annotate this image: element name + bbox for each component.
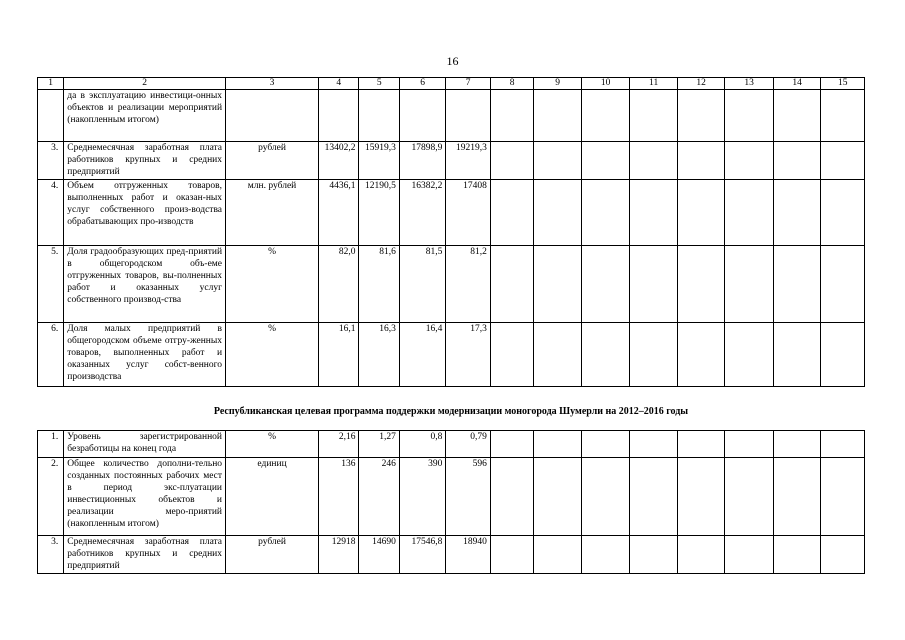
table-row [38,90,865,142]
value-col-5: 12190,5 [359,180,399,246]
empty-cell [821,323,865,387]
table-row [38,246,865,323]
page-number: 16 [446,54,459,68]
column-number: 9 [534,78,582,90]
empty-cell [725,246,774,323]
value-col-6: 390 [399,458,446,536]
empty-cell [677,90,725,142]
section-title: Республиканская целевая программа поддержки модернизации моногорода Шумерли на 2012–2016 годы [213,406,689,417]
empty-cell [677,142,725,180]
empty-cell [773,458,821,536]
row-number: 3. [38,536,64,574]
column-number: 5 [359,78,399,90]
empty-cell [821,90,865,142]
row-number: 2. [38,458,64,536]
unit-cell: млн. рублей [226,180,319,246]
value-col-4: 12918 [319,536,359,574]
indicators-table-1 [37,77,865,387]
empty-cell [490,458,533,536]
value-col-4 [319,90,359,142]
empty-cell [581,458,630,536]
empty-cell [490,180,533,246]
value-col-5: 81,6 [359,246,399,323]
indicator-name: Доля малых предприятий в общегородском объеме отгру-женных товаров, выполненных работ и оказанных услуг собст-венного производства [64,323,226,387]
empty-cell [677,180,725,246]
value-col-4: 82,0 [319,246,359,323]
indicator-name: Общее количество дополни-тельно созданных постоянных рабочих мест в период экс-плуатации инвестиционных объектов и реализации меро-приятий (накопленным итогом) [64,458,226,536]
row-number: 1. [38,431,64,458]
column-number: 8 [490,78,533,90]
empty-cell [490,246,533,323]
row-number: 5. [38,246,64,323]
empty-cell [581,142,630,180]
empty-cell [490,142,533,180]
value-col-6 [399,90,446,142]
empty-cell [534,458,582,536]
empty-cell [581,431,630,458]
empty-cell [725,458,774,536]
column-number: 4 [319,78,359,90]
empty-cell [581,180,630,246]
unit-cell: % [226,323,319,387]
empty-cell [630,90,678,142]
empty-cell [534,536,582,574]
empty-cell [773,536,821,574]
table-row [38,142,865,180]
empty-cell [725,180,774,246]
empty-cell [630,536,678,574]
empty-cell [490,90,533,142]
column-number: 12 [677,78,725,90]
value-col-6: 17898,9 [399,142,446,180]
empty-cell [821,431,865,458]
empty-cell [677,458,725,536]
empty-cell [677,246,725,323]
empty-cell [725,142,774,180]
empty-cell [821,180,865,246]
value-col-7: 19219,3 [446,142,490,180]
empty-cell [677,536,725,574]
indicator-name: Доля градообразующих пред-приятий в общегородском объ-еме отгруженных товаров, вы-полненных работ и оказанных услуг собственного производ-ства [64,246,226,323]
empty-cell [534,246,582,323]
value-col-7: 0,79 [446,431,490,458]
empty-cell [821,142,865,180]
indicator-name: Уровень зарегистрированной безработицы на конец года [64,431,226,458]
empty-cell [725,536,774,574]
table-row [38,180,865,246]
value-col-5: 246 [359,458,399,536]
value-col-5: 16,3 [359,323,399,387]
empty-cell [773,246,821,323]
value-col-4: 13402,2 [319,142,359,180]
empty-cell [773,142,821,180]
empty-cell [773,431,821,458]
value-col-4: 136 [319,458,359,536]
value-col-4: 2,16 [319,431,359,458]
empty-cell [773,323,821,387]
empty-cell [581,90,630,142]
empty-cell [821,458,865,536]
column-number: 10 [581,78,630,90]
value-col-7: 596 [446,458,490,536]
column-number-row [38,78,865,90]
value-col-7: 17408 [446,180,490,246]
value-col-7 [446,90,490,142]
table-row [38,536,865,574]
row-number: 6. [38,323,64,387]
row-number: 4. [38,180,64,246]
empty-cell [677,431,725,458]
table-row [38,431,865,458]
empty-cell [630,246,678,323]
value-col-6: 17546,8 [399,536,446,574]
empty-cell [725,431,774,458]
indicator-name: Объем отгруженных товаров, выполненных работ и оказан-ных услуг собственного произ-водства обрабатывающих про-изводств [64,180,226,246]
value-col-6: 16,4 [399,323,446,387]
column-number: 3 [226,78,319,90]
value-col-7: 17,3 [446,323,490,387]
column-number: 11 [630,78,678,90]
empty-cell [773,90,821,142]
column-number: 1 [38,78,64,90]
indicator-name: Среднемесячная заработная плата работников крупных и средних предприятий [64,142,226,180]
column-number: 14 [773,78,821,90]
empty-cell [534,142,582,180]
empty-cell [534,323,582,387]
empty-cell [490,323,533,387]
empty-cell [630,323,678,387]
unit-cell: % [226,431,319,458]
row-number [38,90,64,142]
table-row [38,458,865,536]
value-col-5: 14690 [359,536,399,574]
column-number: 2 [64,78,226,90]
empty-cell [725,90,774,142]
empty-cell [534,180,582,246]
empty-cell [490,431,533,458]
unit-cell: рублей [226,536,319,574]
value-col-7: 81,2 [446,246,490,323]
empty-cell [630,180,678,246]
value-col-7: 18940 [446,536,490,574]
value-col-6: 0,8 [399,431,446,458]
empty-cell [821,246,865,323]
empty-cell [534,90,582,142]
empty-cell [773,180,821,246]
value-col-6: 81,5 [399,246,446,323]
empty-cell [490,536,533,574]
indicator-name: да в эксплуатацию инвестици-онных объектов и реализации мероприятий (накопленным итогом) [64,90,226,142]
value-col-5 [359,90,399,142]
empty-cell [821,536,865,574]
column-number: 13 [725,78,774,90]
empty-cell [630,458,678,536]
empty-cell [630,142,678,180]
empty-cell [581,246,630,323]
column-number: 7 [446,78,490,90]
column-number: 15 [821,78,865,90]
unit-cell [226,90,319,142]
unit-cell: единиц [226,458,319,536]
unit-cell: рублей [226,142,319,180]
column-number: 6 [399,78,446,90]
indicator-name: Среднемесячная заработная плата работников крупных и средних предприятий [64,536,226,574]
table-row [38,323,865,387]
unit-cell: % [226,246,319,323]
value-col-5: 15919,3 [359,142,399,180]
empty-cell [630,431,678,458]
empty-cell [725,323,774,387]
value-col-4: 16,1 [319,323,359,387]
value-col-4: 4436,1 [319,180,359,246]
row-number: 3. [38,142,64,180]
value-col-5: 1,27 [359,431,399,458]
empty-cell [581,323,630,387]
empty-cell [677,323,725,387]
empty-cell [534,431,582,458]
indicators-table-2 [37,430,865,574]
empty-cell [581,536,630,574]
value-col-6: 16382,2 [399,180,446,246]
